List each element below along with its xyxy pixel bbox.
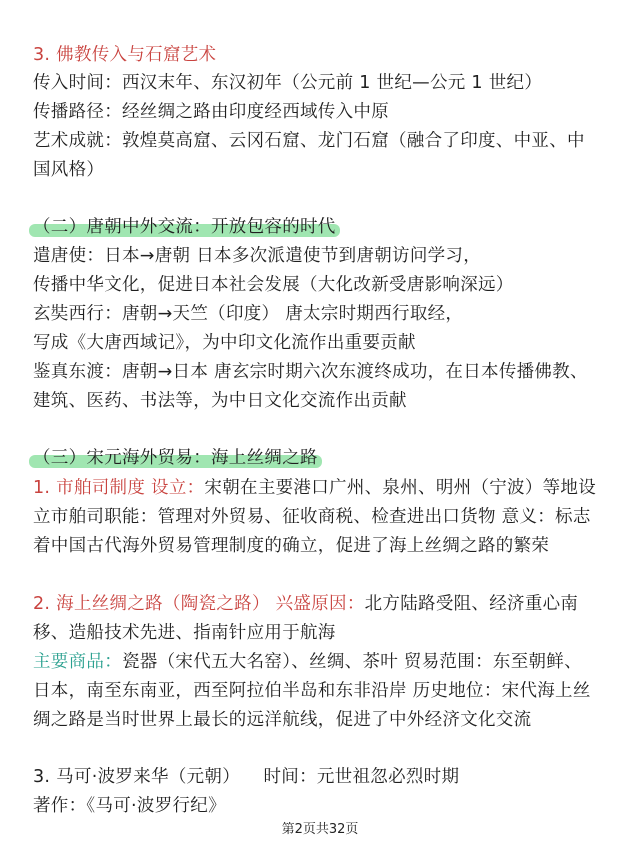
item-label-shibosi: 1. 市舶司制度 设立： (33, 478, 205, 498)
text-line (33, 476, 620, 500)
highlight-marker (29, 215, 340, 239)
item-label-maritime-silk-road: 2. 海上丝绸之路（陶瓷之路） 兴盛原因： (33, 594, 365, 614)
page-number: 第2页共32页 (281, 822, 359, 837)
text-line: 着中国古代海外贸易管理制度的确立，促进了海上丝绸之路的繁荣 (33, 536, 550, 556)
text-line: 建筑、医药、书法等，为中日文化交流作出贡献 (33, 391, 407, 411)
text-line: 日本，南至东南亚，西至阿拉伯半岛和东非沿岸 历史地位：宋代海上丝 (33, 681, 591, 701)
heading-text: （二）唐朝中外交流：开放包容的时代 (33, 217, 336, 237)
section-heading-tang (33, 215, 620, 239)
text-line (33, 650, 620, 674)
text-line: 鉴真东渡：唐朝→日本 唐玄宗时期六次东渡终成功，在日本传播佛教、 (33, 362, 588, 382)
text-line: 传入时间：西汉末年、东汉初年（公元前 1 世纪—公元 1 世纪） (33, 73, 543, 93)
text-line: 移、造船技术先进、指南针应用于航海 (33, 623, 336, 643)
text-line (33, 592, 620, 616)
text-line: 玄奘西行：唐朝→天竺（印度） 唐太宗时期西行取经， (33, 304, 464, 324)
section-heading-song-yuan (33, 446, 620, 470)
item-text: 瓷器（宋代五大名窑）、丝绸、茶叶 贸易范围：东至朝鲜、 (122, 652, 582, 672)
text-line: 艺术成就：敦煌莫高窟、云冈石窟、龙门石窟（融合了印度、中亚、中 (33, 131, 585, 151)
text-line: 传播中华文化，促进日本社会发展（大化改新受唐影响深远） (33, 275, 514, 295)
text-line: 国风格） (33, 160, 105, 180)
section-title-buddhism: 3. 佛教传入与石窟艺术 (33, 45, 217, 65)
item-label-main-goods: 主要商品： (33, 652, 122, 672)
item-text: 宋朝在主要港口广州、泉州、明州（宁波）等地设 (204, 478, 597, 498)
text-line: 绸之路是当时世界上最长的远洋航线，促进了中外经济文化交流 (33, 710, 532, 730)
text-line: 传播路径：经丝绸之路由印度经西域传入中原 (33, 102, 389, 122)
highlight-marker (29, 446, 322, 470)
text-line: 立市舶司职能：管理对外贸易、征收商税、检查进出口货物 意义：标志 (33, 507, 591, 527)
text-line: 写成《大唐西域记》，为中印文化流作出重要贡献 (33, 333, 416, 353)
text-line: 著作：《马可·波罗行纪》 (33, 796, 226, 816)
heading-text: （三）宋元海外贸易：海上丝绸之路 (33, 448, 318, 468)
text-line: 3. 马可·波罗来华（元朝） 时间：元世祖忽必烈时期 (33, 767, 460, 787)
item-text: 北方陆路受阻、经济重心南 (364, 594, 579, 614)
text-line: 遣唐使：日本→唐朝 日本多次派遣使节到唐朝访问学习， (33, 246, 482, 266)
